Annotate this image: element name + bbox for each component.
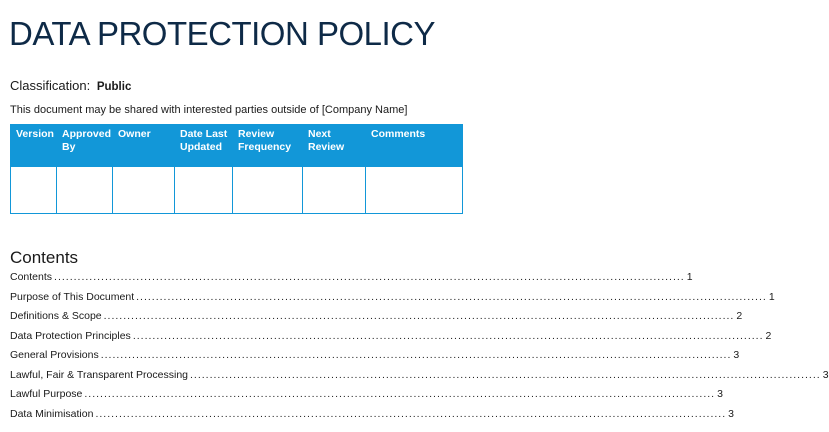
toc-leader: ................................................................................................................................................................. — [84, 388, 716, 400]
table-cell[interactable] — [366, 167, 463, 214]
table-header-row — [11, 125, 463, 167]
toc-entry[interactable] — [10, 388, 723, 408]
toc-page-number: 3 — [728, 407, 734, 420]
toc-leader: ................................................................................................................................................................. — [103, 310, 735, 322]
toc-entry[interactable] — [10, 407, 734, 428]
classification-line — [10, 78, 131, 93]
toc-leader: ................................................................................................................................................................. — [95, 407, 727, 420]
toc-page-number: 3 — [822, 368, 829, 381]
table-cell[interactable] — [11, 167, 57, 214]
toc-entry-label: Purpose of This Document — [10, 290, 135, 303]
toc-entry[interactable] — [10, 310, 743, 330]
toc-leader: ................................................................................................................................................................. — [100, 349, 732, 361]
header-version: Version — [11, 125, 57, 167]
table-cell[interactable] — [233, 167, 303, 214]
toc-leader: ................................................................................................................................................................. — [54, 271, 685, 283]
table-row — [11, 167, 463, 214]
document-title: DATA PROTECTION POLICY — [9, 15, 436, 52]
table-of-contents — [10, 271, 829, 427]
toc-page-number: 1 — [768, 290, 775, 303]
classification-label: Classification: — [10, 78, 91, 93]
toc-page-number: 3 — [717, 388, 723, 400]
table-cell[interactable] — [113, 167, 175, 214]
toc-entry[interactable] — [10, 349, 740, 369]
contents-heading: Contents — [10, 248, 79, 267]
table-cell[interactable] — [175, 167, 233, 214]
toc-page-number: 3 — [733, 349, 740, 361]
toc-entry[interactable] — [10, 368, 829, 389]
toc-entry-label: Definitions & Scope — [10, 310, 102, 322]
header-review-frequency: Review Frequency — [233, 125, 303, 167]
classification-value: Public — [96, 81, 132, 93]
toc-entry[interactable] — [10, 329, 772, 350]
toc-entry-label: General Provisions — [10, 349, 99, 361]
header-next-review: Next Review — [303, 125, 366, 167]
header-comments: Comments — [366, 125, 463, 167]
toc-entry[interactable] — [10, 271, 693, 291]
toc-entry-label: Contents — [10, 271, 53, 283]
table-cell[interactable] — [57, 167, 113, 214]
toc-entry-label: Data Protection Principles — [10, 329, 131, 342]
toc-leader: ................................................................................................................................................................. — [136, 290, 767, 303]
toc-leader: ................................................................................................................................................................. — [190, 368, 821, 381]
toc-page-number: 2 — [736, 310, 743, 322]
toc-entry-label: Lawful, Fair & Transparent Processing — [10, 368, 188, 381]
version-control-table — [10, 124, 463, 214]
toc-page-number: 2 — [765, 329, 772, 342]
share-note: This document may be shared with interested parties outside of [Company Name] — [10, 104, 408, 116]
toc-entry-label: Lawful Purpose — [10, 388, 83, 400]
toc-entry[interactable] — [10, 290, 775, 311]
toc-entry-label: Data Minimisation — [10, 407, 94, 420]
toc-leader: ................................................................................................................................................................. — [132, 329, 764, 342]
header-approved-by: Approved By — [57, 125, 113, 167]
header-date-last-updated: Date Last Updated — [175, 125, 233, 167]
header-owner: Owner — [113, 125, 175, 167]
table-cell[interactable] — [303, 167, 366, 214]
toc-page-number: 1 — [686, 271, 693, 283]
